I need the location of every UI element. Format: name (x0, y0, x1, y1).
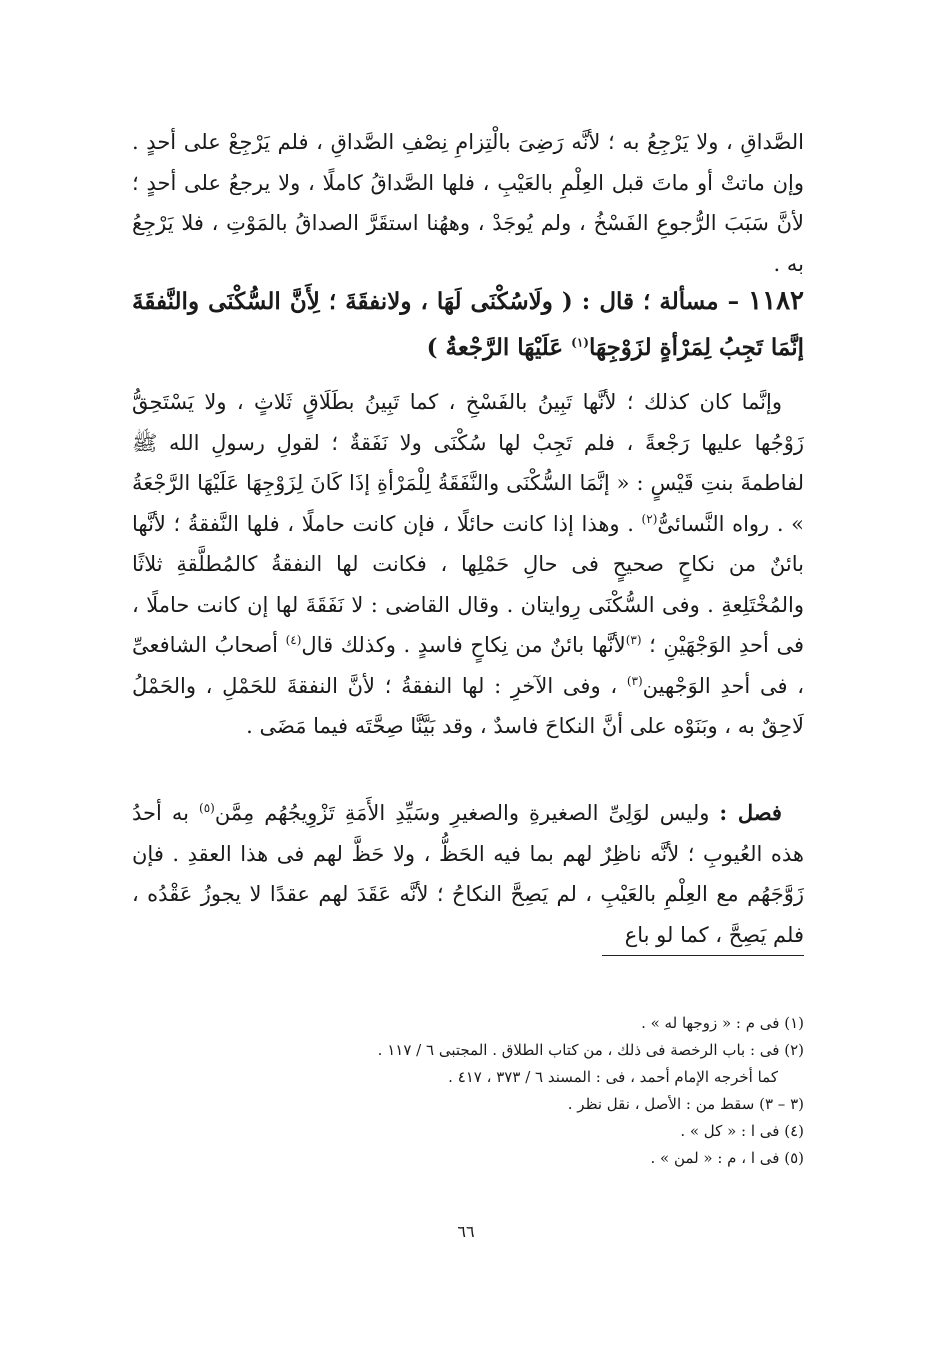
paragraph-3 (132, 382, 804, 747)
paragraph-4-part-b: به أحدُ هذه العُيوبِ ؛ لأنَّه ناظِرٌ لهم بما فيه الحَظُّ ، ولا حَظَّ لهم فى هذا العقدِ . فإن زَوَّجَهُم مع العِلْمِ بالعَيْبِ ، لم يَصِحَّ النكاحُ ؛ لأنَّه عَقَدَ لهم عقدًا لا يجوزُ عَقْدُه ، فلم يَصِحَّ ، كما لو باع (132, 801, 804, 947)
paragraph-4 (132, 793, 804, 955)
footnote-ref-2[interactable]: (٢) (641, 511, 658, 526)
paragraph-1-text: الصَّداقِ ، ولا يَرْجِعُ به ؛ لأنَّه رَضِىَ بالْتِزامِ نِصْفِ الصَّداقِ ، فلم يَرْجِعْ على أحدٍ . وإن ماتتْ أو ماتَ قبل العِلْمِ بالعَيْبِ ، فلها الصَّداقُ كاملًا ، ولا يرجعُ على أحدٍ ؛ لأنَّ سَبَبَ الرُّجوعِ الفَسْخُ ، ولم يُوجَدْ ، وههُنا استقَرَّ الصداقُ بالمَوْتِ ، فلا يَرْجِعُ به . (132, 130, 804, 276)
footnote-1: (١) فى م : « زوجها له » . (641, 1014, 804, 1032)
issue-end: عَلَيْهَا الرَّجْعةُ ) (426, 334, 564, 361)
issue-number: ١١٨٢ (748, 286, 804, 316)
issue-intro: – مسألة ؛ قال : ( (561, 288, 740, 315)
footnote-5: (٥) فى ا ، م : « لمن » . (650, 1149, 804, 1167)
page-number: ٦٦ (457, 1222, 475, 1241)
footnote-ref-3-start[interactable]: (٣) (625, 633, 642, 647)
footnote-separator (602, 955, 804, 956)
issue-heading (132, 278, 804, 371)
paragraph-3-part-d: أصحابُ الشافعىِّ ، فى أحدِ الوَجْهين (132, 633, 805, 698)
paragraph-3-part-b: . وهذا إذا كانت حائلًا ، فإن كانت حاملًا ، فلها النَّفقةُ ؛ لأنَّها بائنٌ من نكاحٍ صحيحٍ فى حالِ حَمْلِها ، فكانت لها النفقةُ كالمُطلَّقةِ ثلاثًا والمُخْتَلِعةِ . وفى السُّكْنَى رِوايتان . وقال القاضى : لا نَفَقَةَ لها إن كانت حاملًا ، فى أحدِ الوَجْهَيْنِ ؛ (132, 511, 804, 657)
paragraph-3-part-c: لأنَّها بائنٌ من نِكاحٍ فاسدٍ . وكذلك قال (301, 633, 626, 657)
footnote-ref-1[interactable]: (١) (571, 335, 589, 350)
footnote-2: (٢) فى : باب الرخصة فى ذلك ، من كتاب الطلاق . المجتبى ٦ / ١١٧ . (377, 1041, 804, 1059)
section-label: فصل : (719, 800, 782, 825)
paragraph-1 (132, 122, 804, 284)
footnote-3: (٣ – ٣) سقط من : الأصل ، نقل نظر . (567, 1095, 804, 1113)
footnote-ref-3-end[interactable]: (٣) (626, 673, 643, 688)
footnotes (300, 1010, 804, 1172)
paragraph-4-part-a: وليس لوَلِىِّ الصغيرةِ والصغيرِ وسَيِّدِ الأَمَةِ تَزْوِيجُهُم مِمَّن (214, 801, 710, 825)
footnote-4: (٤) فى ا : « كل » . (680, 1122, 804, 1140)
paragraph-3-part-e: ، وفى الآخرِ : لها النفقةُ ؛ لأنَّ النفقةَ للحَمْلِ ، والحَمْلُ لَاحِقٌ به ، وبَنَوْه على أنَّ النكاحَ فاسدٌ ، وقد بَيَّنَّا صِحَّتَه فيما مَضَى . (132, 673, 804, 738)
paragraph-3-part-a: وإنَّما كان كذلك ؛ لأنَّها تَبِينُ بالفَسْخِ ، كما تَبِينُ بطَلَاقٍ ثَلاثٍ ، ولا يَسْتَحِقُّ زَوْجُها عليها رَجْعةً ، فلم تَجِبْ لها سُكْنَى ولا نَفَقةٌ ؛ لقولِ رسولِ الله ﷺ لفاطمةَ بنتِ قَيْسٍ : « إنَّمَا السُّكْنَى والنَّفَقَةُ لِلْمَرْأةِ إذَا كَانَ لِزَوْجِهَا عَلَيْهَا الرَّجْعَةُ » . رواه النَّسائىُّ (132, 390, 804, 536)
footnote-2-continued: كما أخرجه الإمام أحمد ، فى : المسند ٦ / ٣٧٣ ، ٤١٧ . (448, 1068, 778, 1086)
issue-text: ولَاسُكْنَى لَهَا ، ولانفقَةَ ؛ لِأَنَّ السُّكْنَى والنَّفقَةَ إنَّمَا تَجِبُ لِمَرْأةٍ لزَوْجِهَا (132, 288, 804, 361)
footnote-ref-5[interactable]: (٥) (199, 801, 215, 815)
footnote-ref-4[interactable]: (٤) (285, 633, 302, 647)
